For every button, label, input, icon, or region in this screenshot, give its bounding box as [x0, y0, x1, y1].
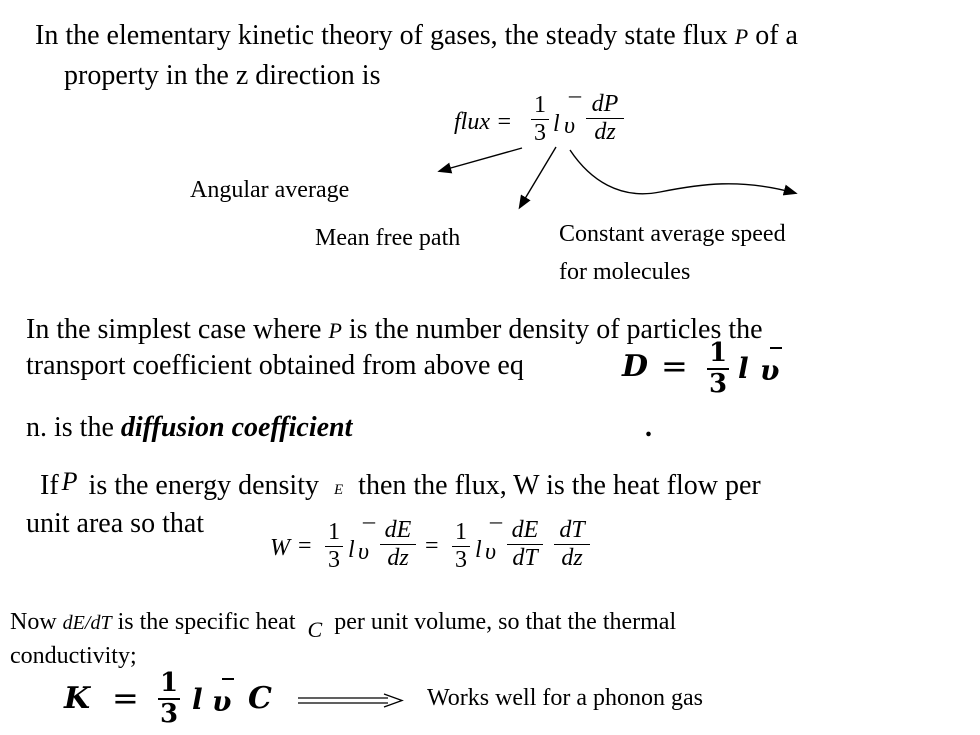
- symbol-P: P: [328, 318, 342, 343]
- energy-line-2: unit area so that: [26, 508, 205, 539]
- equals: =: [661, 347, 688, 385]
- denominator: 3: [159, 699, 179, 729]
- arrow-mean-free-path: [520, 147, 556, 207]
- equals-2: =: [425, 533, 439, 559]
- simplest-line-2: transport coefficient obtained from above eq: [26, 350, 524, 381]
- denominator: dz: [387, 545, 409, 571]
- heat-line-2: conductivity;: [10, 643, 137, 669]
- symbol-P: P: [734, 24, 749, 49]
- symbol-C: C: [307, 617, 323, 642]
- implies-arrow-head: [384, 694, 402, 707]
- diffusion-prefix: n. is the: [26, 412, 114, 443]
- diffusion-term: diffusion coefficient: [120, 412, 353, 443]
- l-symbol: l: [738, 352, 749, 385]
- numerator: dP: [591, 91, 619, 117]
- v-bar: [222, 678, 234, 680]
- l-symbol-1: l: [348, 537, 355, 563]
- intro-line-2: property in the z direction is: [64, 60, 381, 91]
- C-symbol: C: [248, 681, 272, 716]
- K-one-third: [158, 670, 180, 727]
- v-symbol: υ: [212, 685, 232, 718]
- numerator: 1: [159, 668, 179, 698]
- dE-dT: [507, 518, 543, 570]
- simplest-line-1: [26, 316, 763, 344]
- W-one-third-2: [452, 520, 470, 572]
- heat-text-a: Now: [10, 609, 57, 635]
- denominator: dz: [594, 119, 616, 145]
- numerator: dE: [384, 517, 412, 543]
- equals-1: =: [298, 533, 312, 559]
- label-mean-free-path: Mean free path: [315, 225, 461, 251]
- phonon-note: Works well for a phonon gas: [427, 685, 704, 711]
- overbar-2: ¯: [490, 521, 502, 547]
- denominator: 3: [328, 547, 340, 573]
- numerator: dT: [559, 517, 585, 543]
- label-average-speed-1: Constant average speed: [559, 221, 786, 247]
- l-symbol: l: [192, 683, 203, 716]
- symbol-P: P: [61, 467, 78, 496]
- D-one-third: [707, 340, 729, 397]
- W-symbol: W: [270, 535, 290, 561]
- simplest-text-a: In the simplest case where: [26, 314, 322, 345]
- energy-text-a: If: [40, 470, 59, 501]
- numerator: 1: [708, 338, 728, 368]
- mean-free-path-symbol: l: [553, 111, 560, 137]
- heat-text-c: per unit volume, so that the thermal: [334, 609, 677, 635]
- dE-dT-inline: dE/dT: [62, 612, 112, 634]
- heat-line-1: [10, 609, 677, 642]
- v-symbol-2: υ: [485, 539, 497, 565]
- flux-lhs: flux =: [454, 109, 513, 135]
- label-average-speed-2: for molecules: [559, 259, 691, 285]
- average-speed-symbol: υ: [564, 113, 576, 139]
- v-symbol: υ: [760, 354, 780, 387]
- heat-text-b: is the specific heat: [117, 609, 296, 635]
- diffusion-line: [26, 414, 352, 442]
- denominator: dz: [561, 545, 583, 571]
- denominator: 3: [455, 547, 467, 573]
- arrow-angular-average: [440, 148, 522, 171]
- K-symbol: K: [64, 681, 91, 716]
- arrow-average-speed: [570, 150, 795, 194]
- D-symbol: D: [622, 349, 649, 384]
- overbar-1: ¯: [363, 521, 375, 547]
- energy-line-1: [40, 467, 761, 501]
- denominator: dT: [512, 545, 538, 571]
- dT-dz: [554, 518, 590, 570]
- intro-text-a: In the elementary kinetic theory of gases, the steady state flux: [35, 20, 728, 51]
- denominator: 3: [708, 369, 728, 399]
- v-bar: [770, 347, 782, 349]
- numerator: 1: [534, 92, 546, 118]
- label-angular-average: Angular average: [190, 177, 350, 203]
- v-symbol-1: υ: [358, 539, 370, 565]
- implies-arrow-shaft: [298, 698, 388, 703]
- denominator: 3: [534, 120, 546, 146]
- stray-dot: .: [645, 412, 652, 443]
- energy-text-b: is the energy density: [88, 470, 319, 501]
- dE-dz: [380, 518, 416, 570]
- overbar: ¯: [569, 95, 581, 121]
- simplest-text-b: is the number density of particles the: [348, 314, 763, 345]
- numerator: 1: [328, 519, 340, 545]
- l-symbol-2: l: [475, 537, 482, 563]
- intro-text-b: of a: [755, 20, 798, 51]
- numerator: 1: [455, 519, 467, 545]
- numerator: dE: [511, 517, 539, 543]
- symbol-E: E: [334, 482, 344, 498]
- energy-text-c: then the flux, W is the heat flow per: [358, 470, 761, 501]
- equals: =: [112, 679, 139, 717]
- W-one-third-1: [325, 520, 343, 572]
